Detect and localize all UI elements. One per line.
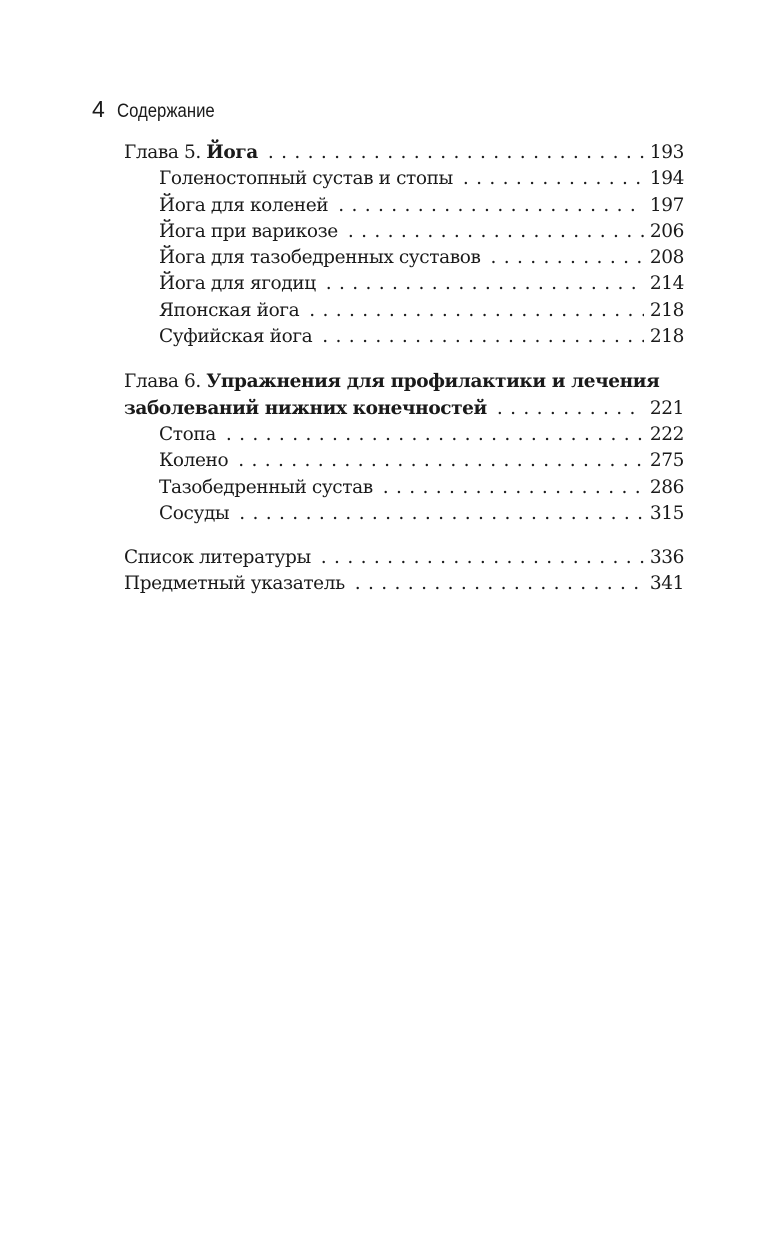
toc-entry[interactable] [124,475,684,501]
page-ref: 336 [649,547,684,569]
running-head [92,96,228,123]
toc-subject-index[interactable] [124,571,684,597]
toc-entry[interactable] [124,448,684,474]
dot-leader [309,298,644,324]
entry-label: Список литературы [124,547,311,569]
dot-leader [355,571,644,597]
page-ref: 275 [649,450,684,472]
dot-leader [326,271,644,297]
dot-leader [268,140,644,166]
dot-leader [239,501,644,527]
entry-label: Йога при варикозе [159,220,338,242]
dot-leader [383,475,644,501]
entry-label: Японская йога [159,299,300,321]
toc-chapter-6-title[interactable] [124,369,684,395]
page-ref: 193 [649,142,684,163]
page-ref: 222 [649,423,684,445]
dot-leader [463,166,644,192]
entry-label: Йога для тазобедренных суставов [159,247,481,269]
chapter-prefix: Глава 5. [124,142,207,163]
table-of-contents [124,140,684,598]
toc-entry[interactable] [124,324,684,350]
entry-label: Предметный указатель [124,573,345,595]
dot-leader [497,396,644,422]
toc-entry[interactable] [124,271,684,297]
toc-entry[interactable] [124,422,684,448]
entry-label: Стопа [159,423,216,445]
page-ref: 218 [649,299,684,321]
page-ref: 214 [649,273,684,295]
spacer [124,350,684,369]
page-ref: 197 [649,194,684,216]
entry-label: Сосуды [159,502,230,524]
toc-entry[interactable] [124,193,684,219]
page-number: 4 [92,96,105,122]
toc-entry[interactable] [124,245,684,271]
dot-leader [338,193,644,219]
toc-entry[interactable] [124,166,684,192]
chapter-title: Йога [206,142,258,163]
dot-leader [321,545,644,571]
page-ref: 218 [649,326,684,348]
toc-bibliography[interactable] [124,545,684,571]
toc-entry[interactable] [124,298,684,324]
toc-chapter-6[interactable] [124,396,684,422]
entry-label: Колено [159,450,229,472]
entry-label: Тазобедренный сустав [159,476,373,498]
spacer [124,527,684,545]
dot-leader [226,422,644,448]
page-ref: 221 [649,397,684,419]
entry-label: Йога для ягодиц [159,273,316,295]
toc-entry[interactable] [124,501,684,527]
page-ref: 315 [649,502,684,524]
dot-leader [238,448,644,474]
dot-leader [490,245,643,271]
chapter-title-line-1: Упражнения для профилактики и лечения [206,371,660,393]
dot-leader [322,324,644,350]
entry-label: Йога для коленей [159,194,329,216]
page-ref: 208 [649,247,684,269]
entry-label: Голеностопный сустав и стопы [159,168,453,190]
entry-label: Суфийская йога [159,326,313,348]
toc-entry[interactable] [124,219,684,245]
toc-chapter-5[interactable] [124,140,684,166]
running-title: Содержание [116,101,215,122]
chapter-prefix: Глава 6. [124,371,207,393]
page-ref: 206 [649,220,684,242]
page-ref: 286 [649,476,684,498]
chapter-title-line-2: заболеваний нижних конечностей [124,397,487,419]
page-ref: 341 [649,573,684,595]
page-ref: 194 [649,168,684,190]
dot-leader [348,219,644,245]
